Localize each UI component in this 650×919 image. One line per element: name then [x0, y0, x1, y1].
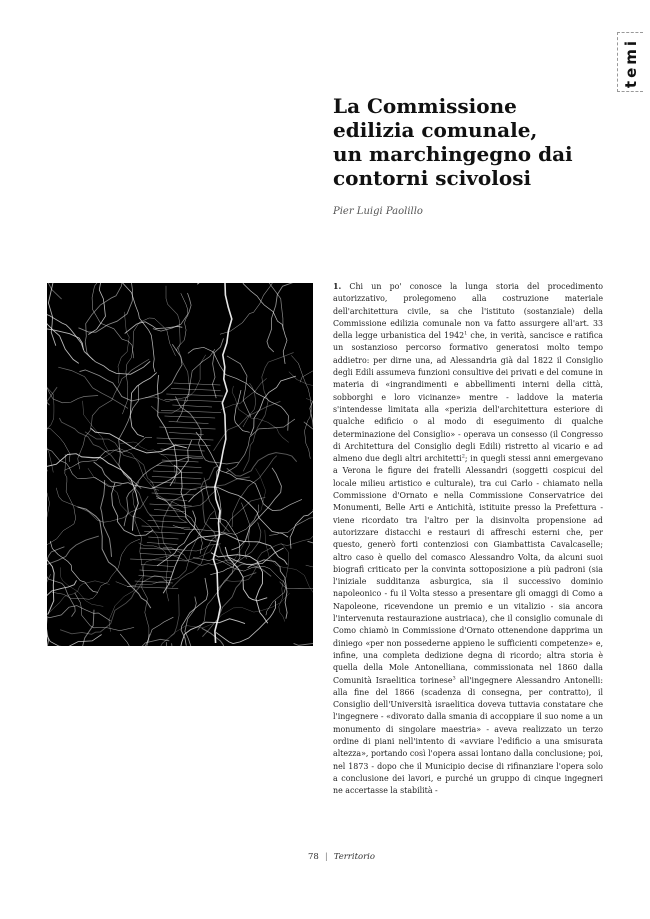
page-footer	[308, 852, 375, 862]
body-text-seg-2: che, in verità, sancisce e ratifica un sostanzioso percorso formativo generatosi molto tempo addietro: per dirne una, ad Alessandria già dal 1822 il Consiglio degli Edili assumeva funzioni consultive dei privati e del comune in materia di «ingrandimenti e abbellimenti interni della città, sobborghi e loro vicinanze» mentre - laddove la materia s'intendesse limitata alla «perizia dell'architettura esteriore di qualche edificio o al modo di eseguimento di qualche determinazione del Consiglio» - operava un consesso (il Congresso di Architettura del Consiglio degli Edili) ristretto al vicario e ad almeno due degli altri architetti	[333, 331, 603, 464]
section-tab-label: temi	[622, 37, 640, 89]
footnote-ref-1: 1	[464, 330, 468, 337]
footnote-ref-3: 3	[452, 674, 456, 681]
publication-name: Territorio	[333, 852, 376, 862]
section-tab	[617, 32, 643, 92]
article-body	[333, 281, 603, 831]
title-line-1: La Commissione	[333, 94, 517, 118]
footer-separator: |	[324, 852, 328, 862]
title-line-2: edilizia comunale,	[333, 118, 538, 142]
footnote-ref-2: 2	[461, 453, 465, 460]
page-number: 78	[308, 852, 319, 862]
article-author: Pier Luigi Paolillo	[333, 206, 423, 217]
article-title	[333, 94, 603, 190]
title-line-4: contorni scivolosi	[333, 166, 532, 190]
contour-map-figure	[47, 283, 313, 646]
body-text-seg-3: ; in quegli stessi anni emergevano a Verona le figure dei fratelli Alessandri (soggetti cospicui del locale milieu artistico e culturale), tra cui Carlo - chiamato nella Commissione d'Ornato e nella Commissione Conservatrice dei Monumenti, Belle Arti e Antichità, istituite presso la Prefettura - viene ricordato tra l'altro per la disinvolta propensione ad autorizzare distacchi e restauri di affreschi esterni che, per questo, generò forti contenziosi con Giambattista Cavalcaselle; altro caso è quello del comasco Alessandro Volta, da alcuni suoi biografi criticato per la convinta sottoposizione a più padroni (sia l'iniziale sudditanza asburgica, sia il successivo dominio napoleonico - fu il Volta stesso a presentare gli omaggi di Como a Napoleone, ricevendone un premio e un vitalizio - sia ancora l'intervenuta restaurazione austriaca), che il consiglio comunale di Como chiamò in Commissione d'Ornato ottenendone dapprima un diniego «per non possederne appieno le sufficienti competenze» e, infine, una completa dedizione degna di ricordo; altra storia è quella della Mole Antonelliana, commissionata nel 1860 dalla Comunità Israelitica torinese	[333, 454, 603, 685]
title-line-3: un marchingegno dai	[333, 142, 573, 166]
section-number: 1.	[333, 282, 342, 291]
contour-map-image	[47, 283, 313, 646]
body-text-seg-1: Chi un po' conosce la lunga storia del procedimento autorizzativo, prolegomeno alla costruzione materiale dell'architettura civile, sa che l'istituto (sostanziale) della Commissione edilizia comunale non va fatto assurgere all'art. 33 della legge urbanistica del 1942	[333, 282, 603, 341]
body-text-seg-4: all'ingegnere Alessandro Antonelli: alla fine del 1866 (scadenza di consegna, per contratto), il Consiglio dell'Università israelitica doveva tuttavia constatare che l'ingegnere - «divorato dalla smania di accoppiare il suo nome a un monumento di singolare maestria» - aveva realizzato un terzo ordine di piani nell'intento di «avviare l'edificio a una smisurata altezza», portando così l'opera assai lontano dalla conclusione; poi, nel 1873 - dopo che il Municipio decise di rifinanziare l'opera solo a conclusione dei lavori, e purché un gruppo di cinque ingegneri ne accertasse la stabilità -	[333, 675, 603, 796]
